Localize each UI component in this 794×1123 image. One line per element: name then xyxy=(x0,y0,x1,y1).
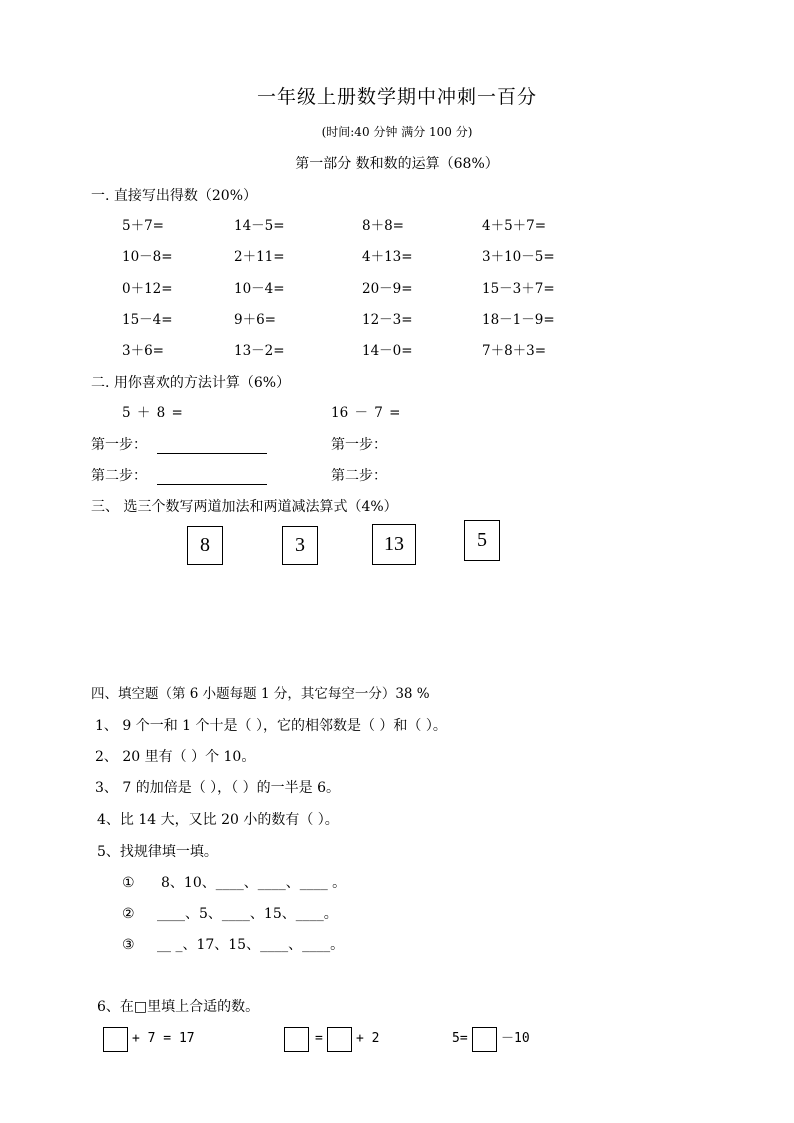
step1-label: 第一步： xyxy=(331,437,387,453)
calc-cell: 8＋8= xyxy=(362,218,404,234)
calc-cell: 3＋6= xyxy=(122,343,164,359)
calc-cell: 3＋10－5= xyxy=(482,249,555,265)
question-1: 1、 9 个一和 1 个十是（ ），它的相邻数是（ ）和（ ）。 xyxy=(95,718,447,734)
page-title: 一年级上册数学期中冲刺一百分 xyxy=(256,86,537,108)
calc-cell: 7＋8＋3= xyxy=(482,343,547,359)
method-expression-1: 5 ＋ 8 = xyxy=(122,405,183,421)
section1-heading: 一. 直接写出得数（20%） xyxy=(91,188,258,204)
calc-cell: 14－0= xyxy=(362,343,413,359)
calc-cell: 15－4= xyxy=(122,312,173,328)
sequence-1: 8、10、____、____、____ 。 xyxy=(161,875,347,891)
section3-heading: 三、 选三个数写两道加法和两道减法算式（4%） xyxy=(91,499,398,515)
calc-cell: 9＋6= xyxy=(234,312,276,328)
part-title: 第一部分 数和数的运算（68%） xyxy=(295,156,499,172)
question-4: 4、比 14 大，又比 20 小的数有（ ）。 xyxy=(97,812,339,828)
calc-cell: 0＋12= xyxy=(122,281,173,297)
box-equation-3-left: 5= xyxy=(452,1031,468,1046)
calc-cell: 5＋7= xyxy=(122,218,164,234)
calc-cell: 10－4= xyxy=(234,281,285,297)
step2-label: 第二步： xyxy=(331,468,387,484)
number-card: 5 xyxy=(464,520,500,561)
exam-meta: (时间:40 分钟 满分 100 分) xyxy=(321,125,473,139)
method-expression-2: 16 － 7 = xyxy=(331,405,401,421)
calc-cell: 2＋11= xyxy=(234,249,285,265)
number-card: 13 xyxy=(372,524,416,565)
question-3: 3、 7 的加倍是（ ），（ ）的一半是 6。 xyxy=(95,780,340,796)
calc-cell: 10－8= xyxy=(122,249,173,265)
box-equation-1: + 7 = 17 xyxy=(132,1031,195,1046)
number-card: 3 xyxy=(282,526,318,565)
box-equation-2-equals: = xyxy=(315,1031,323,1046)
question-2: 2、 20 里有（ ）个 10。 xyxy=(95,749,256,765)
box-equation-2-rest: + 2 xyxy=(356,1031,380,1046)
calc-cell: 14－5= xyxy=(234,218,285,234)
sequence-marker: ① xyxy=(122,875,135,891)
calc-cell: 13－2= xyxy=(234,343,285,359)
answer-line[interactable] xyxy=(157,440,267,454)
calc-cell: 20－9= xyxy=(362,281,413,297)
sequence-2: ____、5、____、15、____。 xyxy=(157,906,338,922)
answer-line[interactable] xyxy=(157,471,267,485)
sequence-marker: ③ xyxy=(122,937,135,953)
section2-heading: 二. 用你喜欢的方法计算（6%） xyxy=(91,375,291,391)
calc-cell: 18－1－9= xyxy=(482,312,555,328)
calc-cell: 4＋13= xyxy=(362,249,413,265)
sequence-marker: ② xyxy=(122,906,135,922)
step2-label: 第二步： xyxy=(91,468,147,484)
calc-cell: 4＋5＋7= xyxy=(482,218,547,234)
blank-box[interactable] xyxy=(284,1027,309,1052)
sequence-3: __ _、17、15、____、____。 xyxy=(157,937,345,953)
blank-box[interactable] xyxy=(103,1027,128,1052)
question-5: 5、找规律填一填。 xyxy=(97,844,218,860)
section4-heading: 四、填空题（第 6 小题每题 1 分，其它每空一分）38 % xyxy=(91,686,430,702)
blank-box[interactable] xyxy=(327,1027,352,1052)
calc-cell: 15－3＋7= xyxy=(482,281,555,297)
question-6: 6、在□里填上合适的数。 xyxy=(97,999,260,1015)
box-equation-3-right: －10 xyxy=(501,1031,530,1046)
calc-cell: 12－3= xyxy=(362,312,413,328)
step1-label: 第一步： xyxy=(91,437,147,453)
number-card: 8 xyxy=(187,526,223,565)
blank-box[interactable] xyxy=(472,1027,497,1052)
